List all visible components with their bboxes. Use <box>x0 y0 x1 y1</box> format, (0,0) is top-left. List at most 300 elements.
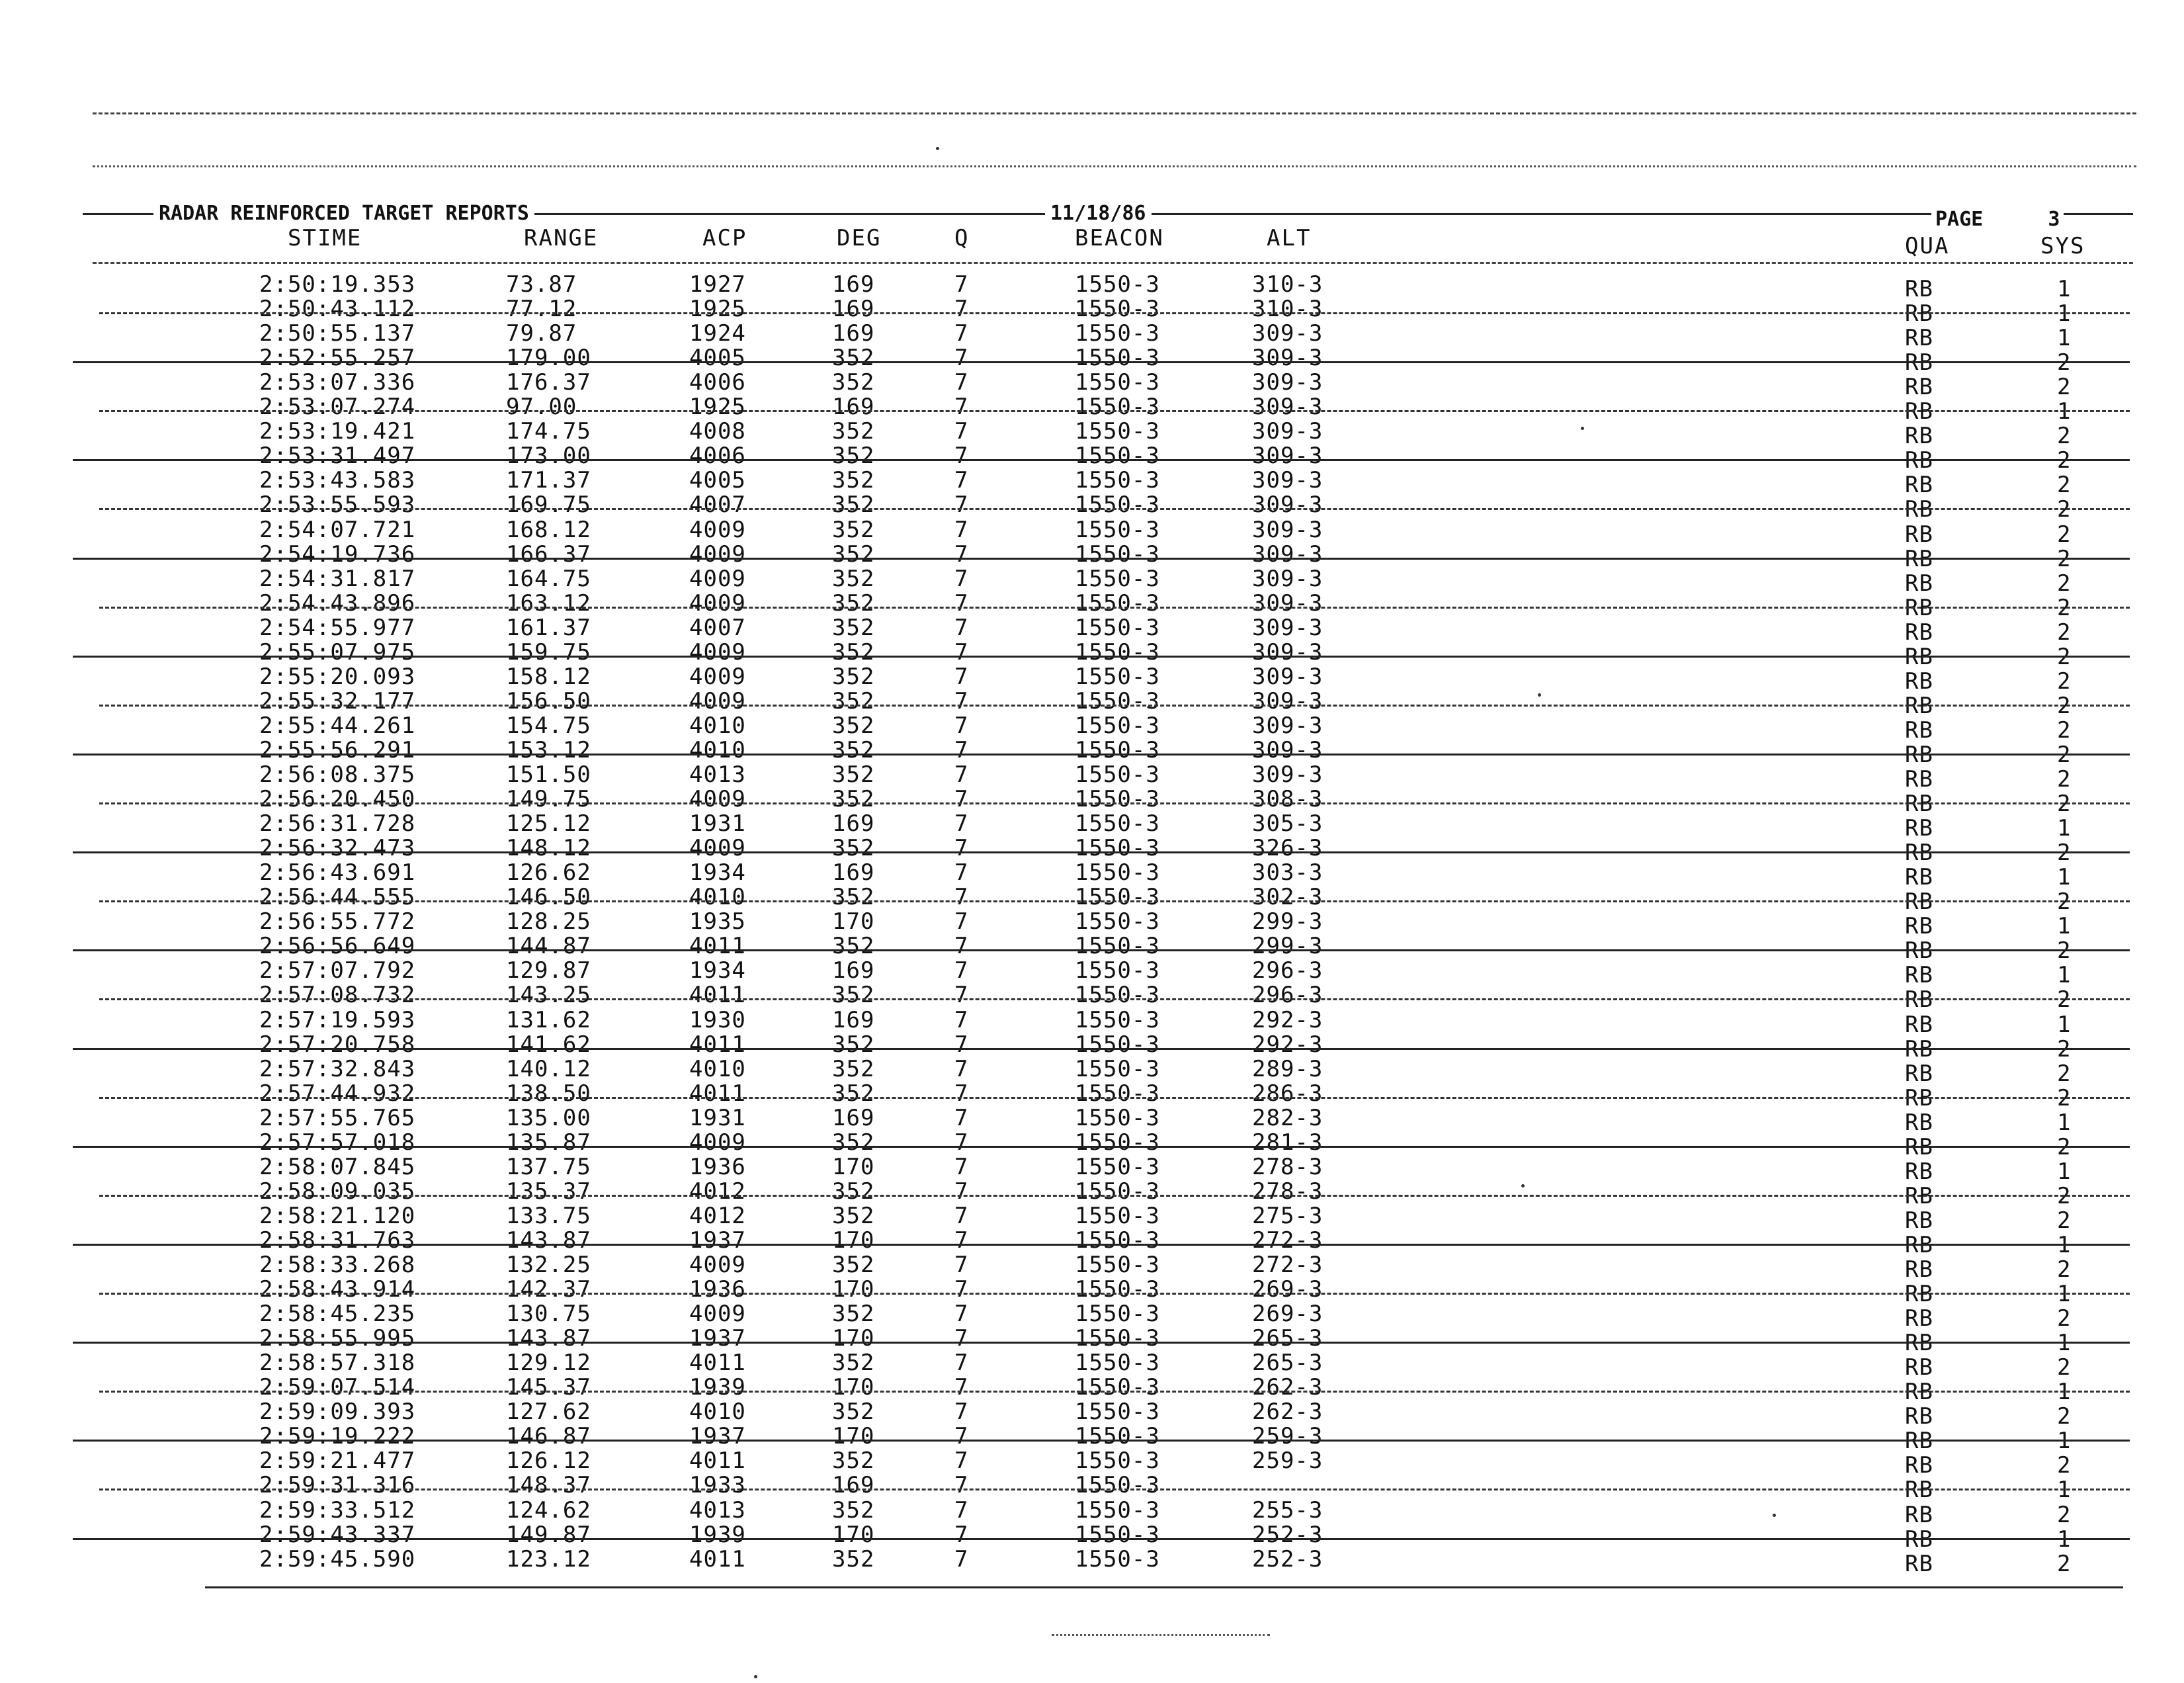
cell-beacon: 1550-3 <box>1075 540 1160 568</box>
cell-sys: 1 <box>2057 1526 2072 1553</box>
cell-beacon: 1550-3 <box>1075 1276 1160 1303</box>
col-header-sys: SYS <box>2040 233 2085 259</box>
cell-sys: 2 <box>2057 1501 2072 1528</box>
strikethrough-line <box>73 361 2130 363</box>
cell-stime: 2:50:55.137 <box>259 320 416 347</box>
table-row <box>0 1447 2184 1479</box>
cell-acp: 1927 <box>689 271 746 298</box>
cell-deg: 352 <box>832 540 875 568</box>
cell-sys: 2 <box>2057 1256 2072 1283</box>
cell-q: 7 <box>954 296 969 323</box>
cell-range: 127.62 <box>506 1399 591 1426</box>
table-row <box>0 320 2184 352</box>
cell-alt: 262-3 <box>1252 1399 1323 1426</box>
cell-acp: 4009 <box>689 786 746 813</box>
cell-beacon: 1550-3 <box>1075 1129 1160 1156</box>
cell-alt: 309-3 <box>1252 589 1323 617</box>
cell-range: 130.75 <box>506 1301 591 1328</box>
table-row <box>0 982 2184 1014</box>
cell-acp: 4010 <box>689 1055 746 1082</box>
cell-deg: 352 <box>832 516 875 543</box>
cell-acp: 4007 <box>689 492 746 519</box>
cell-q: 7 <box>954 369 969 396</box>
cell-qua: RB <box>1905 276 1933 302</box>
cell-acp: 4011 <box>689 1031 746 1058</box>
cell-alt: 309-3 <box>1252 443 1323 470</box>
cell-deg: 352 <box>832 369 875 396</box>
cell-qua: RB <box>1905 791 1933 818</box>
cell-beacon: 1550-3 <box>1075 443 1160 470</box>
table-row <box>0 638 2184 670</box>
cell-qua: RB <box>1905 521 1933 548</box>
cell-beacon: 1550-3 <box>1075 394 1160 421</box>
cell-q: 7 <box>954 467 969 494</box>
cell-sys: 2 <box>2057 766 2072 793</box>
table-row <box>0 1252 2184 1283</box>
cell-q: 7 <box>954 1521 969 1548</box>
cell-qua: RB <box>1905 1060 1933 1087</box>
cell-alt: 296-3 <box>1252 957 1323 984</box>
cell-qua: RB <box>1905 962 1933 989</box>
cell-q: 7 <box>954 638 969 666</box>
cell-beacon: 1550-3 <box>1075 1006 1160 1033</box>
table-row <box>0 1178 2184 1209</box>
cell-sys: 2 <box>2057 692 2072 719</box>
cell-beacon: 1550-3 <box>1075 1374 1160 1401</box>
cell-deg: 170 <box>832 1276 875 1303</box>
cell-stime: 2:58:55.995 <box>259 1325 416 1352</box>
table-row <box>0 1325 2184 1357</box>
cell-alt: 309-3 <box>1252 761 1323 788</box>
col-header-beacon: BEACON <box>1075 225 1164 251</box>
cell-acp: 4013 <box>689 1496 746 1524</box>
cell-beacon: 1550-3 <box>1075 908 1160 935</box>
cell-stime: 2:59:21.477 <box>259 1447 416 1475</box>
cell-deg: 352 <box>832 1129 875 1156</box>
table-row <box>0 1374 2184 1406</box>
cell-deg: 352 <box>832 638 875 666</box>
cell-acp: 4007 <box>689 614 746 641</box>
cell-q: 7 <box>954 1374 969 1401</box>
cell-range: 140.12 <box>506 1055 591 1082</box>
cell-q: 7 <box>954 1153 969 1180</box>
cell-q: 7 <box>954 1472 969 1499</box>
cell-sys: 2 <box>2057 668 2072 695</box>
cell-beacon: 1550-3 <box>1075 492 1160 519</box>
cell-stime: 2:57:07.792 <box>259 957 416 984</box>
cell-sys: 2 <box>2057 1403 2072 1430</box>
cell-qua: RB <box>1905 1084 1933 1111</box>
table-row <box>0 933 2184 965</box>
cell-stime: 2:56:43.691 <box>259 859 416 886</box>
cell-qua: RB <box>1905 398 1933 425</box>
cell-qua: RB <box>1905 1428 1933 1455</box>
strikethrough-line <box>73 656 2130 658</box>
cell-alt: 265-3 <box>1252 1350 1323 1377</box>
table-row <box>0 1080 2184 1111</box>
cell-alt: 272-3 <box>1252 1252 1323 1278</box>
cell-range: 163.12 <box>506 589 591 617</box>
cell-qua: RB <box>1905 1526 1933 1553</box>
cell-stime: 2:57:44.932 <box>259 1080 416 1107</box>
cell-qua: RB <box>1905 1182 1933 1209</box>
cell-sys: 2 <box>2057 570 2072 597</box>
table-row <box>0 1153 2184 1185</box>
cell-q: 7 <box>954 1031 969 1058</box>
cell-alt: 286-3 <box>1252 1080 1323 1107</box>
cell-sys: 1 <box>2057 913 2072 940</box>
cell-alt: 309-3 <box>1252 565 1323 592</box>
cell-beacon: 1550-3 <box>1075 638 1160 666</box>
cell-range: 146.87 <box>506 1423 591 1450</box>
cell-beacon: 1550-3 <box>1075 810 1160 838</box>
cell-range: 138.50 <box>506 1080 591 1107</box>
cell-stime: 2:57:19.593 <box>259 1006 416 1033</box>
cell-acp: 1925 <box>689 394 746 421</box>
cell-sys: 2 <box>2057 472 2072 499</box>
cell-range: 171.37 <box>506 467 591 494</box>
cell-q: 7 <box>954 1276 969 1303</box>
cell-range: 97.00 <box>506 394 577 421</box>
cell-range: 144.87 <box>506 933 591 960</box>
cell-q: 7 <box>954 1496 969 1524</box>
cell-sys: 2 <box>2057 791 2072 818</box>
cell-acp: 4008 <box>689 418 746 445</box>
cell-deg: 352 <box>832 614 875 641</box>
cell-deg: 352 <box>832 884 875 911</box>
cell-alt: 309-3 <box>1252 736 1323 763</box>
cell-alt: 269-3 <box>1252 1301 1323 1328</box>
scan-speck <box>1521 1184 1525 1187</box>
cell-alt: 302-3 <box>1252 884 1323 911</box>
cell-acp: 1924 <box>689 320 746 347</box>
cell-deg: 169 <box>832 957 875 984</box>
cell-q: 7 <box>954 1178 969 1205</box>
cell-beacon: 1550-3 <box>1075 1350 1160 1377</box>
cell-alt: 305-3 <box>1252 810 1323 838</box>
cell-stime: 2:54:19.736 <box>259 540 416 568</box>
cell-alt: 282-3 <box>1252 1104 1323 1131</box>
cell-beacon: 1550-3 <box>1075 761 1160 788</box>
strikethrough-line <box>99 705 2130 707</box>
cell-acp: 4009 <box>689 835 746 862</box>
cell-deg: 352 <box>832 1301 875 1328</box>
cell-beacon: 1550-3 <box>1075 663 1160 690</box>
table-row <box>0 1006 2184 1038</box>
strikethrough-line <box>73 459 2130 461</box>
cell-q: 7 <box>954 835 969 862</box>
cell-range: 143.87 <box>506 1325 591 1352</box>
cell-alt: 326-3 <box>1252 835 1323 862</box>
cell-acp: 1937 <box>689 1227 746 1254</box>
col-header-range: RANGE <box>524 225 599 251</box>
table-row <box>0 492 2184 523</box>
cell-acp: 4012 <box>689 1178 746 1205</box>
cell-deg: 352 <box>832 1031 875 1058</box>
cell-qua: RB <box>1905 840 1933 867</box>
cell-alt: 309-3 <box>1252 345 1323 372</box>
cell-q: 7 <box>954 687 969 714</box>
scan-speck <box>1538 693 1541 697</box>
report-header <box>0 0 2184 278</box>
cell-range: 151.50 <box>506 761 591 788</box>
cell-qua: RB <box>1905 1231 1933 1258</box>
cell-alt: 309-3 <box>1252 663 1323 690</box>
table-row <box>0 810 2184 842</box>
cell-beacon: 1550-3 <box>1075 1080 1160 1107</box>
cell-beacon: 1550-3 <box>1075 320 1160 347</box>
cell-deg: 169 <box>832 859 875 886</box>
cell-deg: 170 <box>832 1521 875 1548</box>
cell-qua: RB <box>1905 594 1933 621</box>
cell-deg: 170 <box>832 1423 875 1450</box>
cell-sys: 2 <box>2057 1207 2072 1234</box>
table-row <box>0 614 2184 646</box>
cell-stime: 2:56:08.375 <box>259 761 416 788</box>
cell-range: 129.87 <box>506 957 591 984</box>
cell-beacon: 1550-3 <box>1075 271 1160 298</box>
cell-sys: 1 <box>2057 1231 2072 1258</box>
table-row <box>0 1129 2184 1160</box>
cell-range: 153.12 <box>506 736 591 763</box>
cell-q: 7 <box>954 1080 969 1107</box>
cell-range: 131.62 <box>506 1006 591 1033</box>
cell-deg: 352 <box>832 443 875 470</box>
cell-stime: 2:59:33.512 <box>259 1496 416 1524</box>
strikethrough-line <box>73 1048 2130 1050</box>
cell-q: 7 <box>954 516 969 543</box>
strikethrough-line <box>99 802 2130 804</box>
cell-alt: 278-3 <box>1252 1178 1323 1205</box>
cell-beacon: 1550-3 <box>1075 933 1160 960</box>
cell-deg: 352 <box>832 1252 875 1278</box>
cell-qua: RB <box>1905 374 1933 401</box>
cell-alt: 292-3 <box>1252 1031 1323 1058</box>
cell-deg: 352 <box>832 1447 875 1475</box>
cell-stime: 2:52:55.257 <box>259 345 416 372</box>
cell-stime: 2:59:09.393 <box>259 1399 416 1426</box>
cell-stime: 2:59:07.514 <box>259 1374 416 1401</box>
cell-deg: 352 <box>832 1202 875 1229</box>
cell-beacon: 1550-3 <box>1075 712 1160 739</box>
cell-qua: RB <box>1905 815 1933 842</box>
cell-qua: RB <box>1905 1452 1933 1479</box>
cell-qua: RB <box>1905 349 1933 376</box>
cell-q: 7 <box>954 761 969 788</box>
cell-acp: 1931 <box>689 810 746 838</box>
cell-beacon: 1550-3 <box>1075 835 1160 862</box>
cell-alt: 309-3 <box>1252 638 1323 666</box>
cell-range: 148.12 <box>506 835 591 862</box>
cell-deg: 170 <box>832 1374 875 1401</box>
cell-acp: 4009 <box>689 516 746 543</box>
cell-qua: RB <box>1905 447 1933 474</box>
cell-acp: 4005 <box>689 345 746 372</box>
cell-alt: 278-3 <box>1252 1153 1323 1180</box>
cell-stime: 2:56:20.450 <box>259 786 416 813</box>
cell-acp: 4005 <box>689 467 746 494</box>
cell-deg: 352 <box>832 565 875 592</box>
cell-acp: 4009 <box>689 589 746 617</box>
cell-sys: 1 <box>2057 962 2072 989</box>
cell-alt: 309-3 <box>1252 394 1323 421</box>
report-date: 11/18/86 <box>1045 202 1152 225</box>
cell-deg: 352 <box>832 933 875 960</box>
cell-sys: 1 <box>2057 1158 2072 1185</box>
cell-acp: 1925 <box>689 296 746 323</box>
cell-deg: 169 <box>832 1104 875 1131</box>
cell-range: 146.50 <box>506 884 591 911</box>
cell-sys: 1 <box>2057 864 2072 891</box>
cell-sys: 2 <box>2057 986 2072 1014</box>
cell-deg: 352 <box>832 492 875 519</box>
strikethrough-line <box>99 1293 2130 1295</box>
col-header-acp: ACP <box>702 225 747 251</box>
table-row <box>0 540 2184 572</box>
page-label-text: PAGE <box>1935 208 1984 231</box>
bottom-rule-dotted <box>1052 1634 1270 1636</box>
report-title: RADAR REINFORCED TARGET REPORTS <box>153 202 534 225</box>
cell-deg: 352 <box>832 1545 875 1573</box>
strikethrough-line <box>73 949 2130 951</box>
cell-sys: 2 <box>2057 594 2072 621</box>
cell-beacon: 1550-3 <box>1075 884 1160 911</box>
cell-qua: RB <box>1905 619 1933 646</box>
cell-sys: 2 <box>2057 888 2072 916</box>
cell-q: 7 <box>954 271 969 298</box>
cell-beacon: 1550-3 <box>1075 614 1160 641</box>
cell-acp: 4011 <box>689 933 746 960</box>
cell-deg: 169 <box>832 271 875 298</box>
cell-acp: 1937 <box>689 1325 746 1352</box>
table-row <box>0 443 2184 474</box>
cell-acp: 4010 <box>689 884 746 911</box>
strikethrough-line <box>73 1244 2130 1246</box>
cell-qua: RB <box>1905 1379 1933 1406</box>
cell-beacon: 1550-3 <box>1075 1031 1160 1058</box>
strikethrough-line <box>99 312 2130 314</box>
cell-qua: RB <box>1905 1354 1933 1381</box>
cell-acp: 1939 <box>689 1521 746 1548</box>
cell-beacon: 1550-3 <box>1075 1496 1160 1524</box>
cell-deg: 352 <box>832 467 875 494</box>
table-row <box>0 1202 2184 1234</box>
cell-stime: 2:58:43.914 <box>259 1276 416 1303</box>
cell-range: 179.00 <box>506 345 591 372</box>
cell-qua: RB <box>1905 1035 1933 1062</box>
cell-q: 7 <box>954 786 969 813</box>
strikethrough-line <box>73 851 2130 853</box>
cell-q: 7 <box>954 884 969 911</box>
cell-range: 149.75 <box>506 786 591 813</box>
cell-range: 145.37 <box>506 1374 591 1401</box>
cell-stime: 2:53:19.421 <box>259 418 416 445</box>
cell-q: 7 <box>954 1447 969 1475</box>
cell-sys: 1 <box>2057 1428 2072 1455</box>
cell-deg: 352 <box>832 418 875 445</box>
col-header-stime: STIME <box>288 225 362 251</box>
col-header-q: Q <box>954 225 970 251</box>
cell-q: 7 <box>954 957 969 984</box>
cell-range: 133.75 <box>506 1202 591 1229</box>
cell-stime: 2:53:07.274 <box>259 394 416 421</box>
cell-q: 7 <box>954 1129 969 1156</box>
col-header-alt: ALT <box>1267 225 1312 251</box>
scan-speck <box>1581 427 1584 430</box>
cell-beacon: 1550-3 <box>1075 1202 1160 1229</box>
cell-beacon: 1550-3 <box>1075 345 1160 372</box>
cell-stime: 2:58:57.318 <box>259 1350 416 1377</box>
cell-qua: RB <box>1905 1207 1933 1234</box>
table-row <box>0 1472 2184 1504</box>
cell-acp: 4010 <box>689 1399 746 1426</box>
cell-beacon: 1550-3 <box>1075 687 1160 714</box>
cell-stime: 2:58:31.763 <box>259 1227 416 1254</box>
strikethrough-line <box>99 1489 2130 1490</box>
cell-sys: 2 <box>2057 521 2072 548</box>
cell-range: 135.37 <box>506 1178 591 1205</box>
cell-stime: 2:55:07.975 <box>259 638 416 666</box>
cell-q: 7 <box>954 614 969 641</box>
cell-qua: RB <box>1905 472 1933 499</box>
cell-range: 128.25 <box>506 908 591 935</box>
cell-range: 79.87 <box>506 320 577 347</box>
table-row <box>0 1276 2184 1308</box>
cell-qua: RB <box>1905 1330 1933 1357</box>
cell-acp: 4011 <box>689 1545 746 1573</box>
cell-q: 7 <box>954 982 969 1009</box>
table-row <box>0 369 2184 401</box>
cell-acp: 4009 <box>689 540 746 568</box>
cell-deg: 352 <box>832 1055 875 1082</box>
cell-q: 7 <box>954 908 969 935</box>
cell-acp: 4010 <box>689 736 746 763</box>
cell-beacon: 1550-3 <box>1075 1472 1160 1499</box>
cell-alt: 259-3 <box>1252 1423 1323 1450</box>
strikethrough-line <box>99 607 2130 609</box>
table-row <box>0 1521 2184 1553</box>
table-row <box>0 296 2184 327</box>
cell-beacon: 1550-3 <box>1075 418 1160 445</box>
cell-q: 7 <box>954 859 969 886</box>
cell-alt: 272-3 <box>1252 1227 1323 1254</box>
cell-deg: 352 <box>832 761 875 788</box>
cell-alt: 303-3 <box>1252 859 1323 886</box>
cell-range: 156.50 <box>506 687 591 714</box>
table-row <box>0 1031 2184 1062</box>
table-row <box>0 418 2184 450</box>
cell-q: 7 <box>954 1325 969 1352</box>
cell-acp: 4009 <box>689 687 746 714</box>
cell-deg: 170 <box>832 1227 875 1254</box>
cell-alt: 269-3 <box>1252 1276 1323 1303</box>
table-row <box>0 467 2184 499</box>
cell-q: 7 <box>954 1350 969 1377</box>
table-row <box>0 589 2184 621</box>
cell-range: 148.37 <box>506 1472 591 1499</box>
cell-stime: 2:55:32.177 <box>259 687 416 714</box>
cell-q: 7 <box>954 1055 969 1082</box>
cell-beacon: 1550-3 <box>1075 1252 1160 1278</box>
cell-qua: RB <box>1905 1133 1933 1160</box>
cell-beacon: 1550-3 <box>1075 1423 1160 1450</box>
cell-qua: RB <box>1905 766 1933 793</box>
cell-acp: 4009 <box>689 663 746 690</box>
cell-sys: 2 <box>2057 1305 2072 1332</box>
scan-speck <box>1773 1514 1776 1517</box>
cell-range: 123.12 <box>506 1545 591 1573</box>
cell-stime: 2:55:56.291 <box>259 736 416 763</box>
